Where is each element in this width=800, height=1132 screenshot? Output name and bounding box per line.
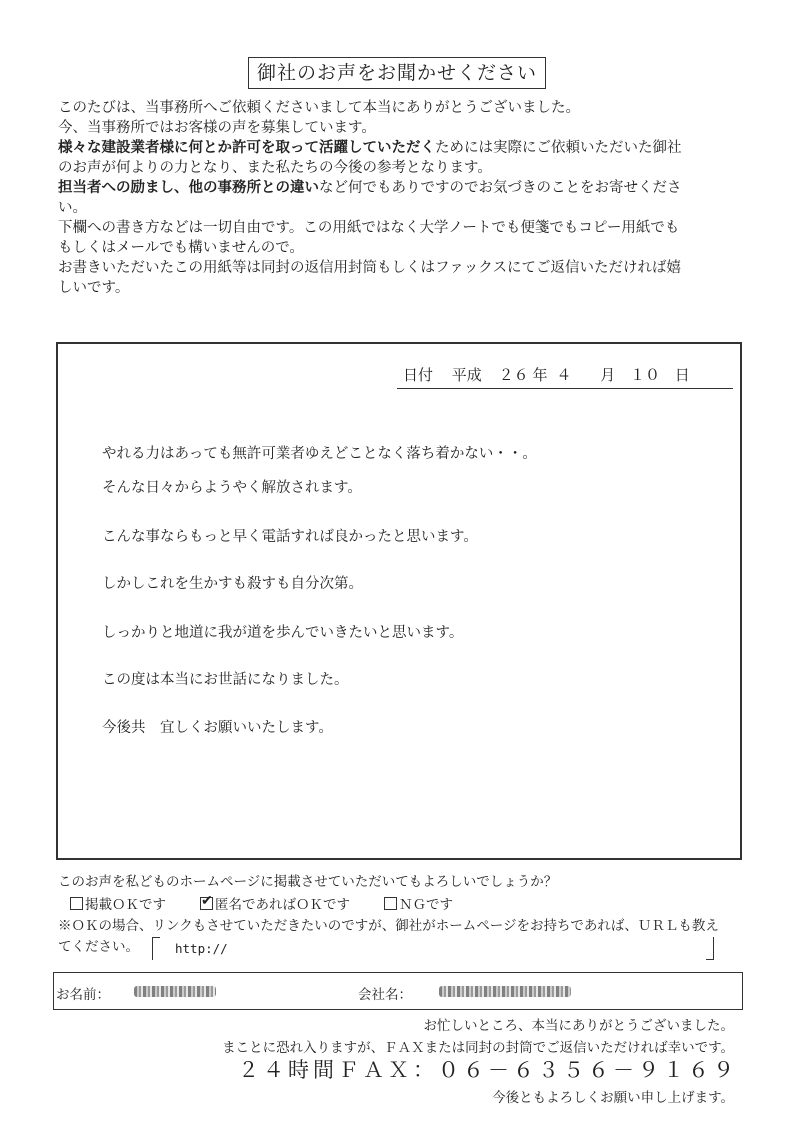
check-mark-icon: ✔ (201, 893, 213, 909)
note-line: ※ＯＫの場合、リンクもさせていただきたいのですが、御社がホームページをお持ちであれば、ＵＲＬも教え (58, 918, 719, 934)
message-line: しかしこれを生かすも殺すも自分次第。 (102, 576, 363, 592)
name-company-box (53, 972, 743, 1010)
option-label: ＮＧです (399, 897, 453, 913)
company-label: 会社名： (358, 987, 412, 1003)
thanks-line: お忙しいところ、本当にありがとうございました。 (423, 1018, 734, 1034)
form-title: 御社のお声をお聞かせください (248, 57, 546, 89)
message-line: この度は本当にお世話になりました。 (102, 672, 349, 688)
checkbox[interactable] (70, 897, 83, 910)
date-year-unit: 年 (532, 366, 548, 384)
date-year: ２６ (498, 366, 529, 384)
message-line: しっかりと地道に我が道を歩んでいきたいと思います。 (102, 625, 464, 641)
redacted-company (439, 986, 571, 997)
intro-line: 担当者への励まし、他の事務所との違いなど何でもありですのでお気づきのことをお寄せくださ (58, 179, 682, 196)
message-line: やれる力はあっても無許可業者ゆえどことなく落ち着かない・・。 (102, 446, 537, 462)
publish-question: このお声を私どものホームページに掲載させていただいてもよろしいでしょうか？ (58, 874, 558, 890)
date-month: ４ (556, 366, 572, 384)
option-label: 匿名であればＯＫです (215, 897, 350, 913)
date-line (397, 364, 733, 389)
name-label: お名前： (56, 987, 110, 1003)
url-field[interactable]: http:// (175, 941, 228, 956)
intro-line: い。 (58, 200, 87, 216)
intro-line: もしくはメールでも構いませんので。 (58, 240, 304, 256)
intro-line: 様々な建設業者様に何とか許可を取って活躍していただくためには実際にご依頼いただいた御社 (58, 139, 682, 156)
option-anonymous-ok[interactable] (200, 893, 350, 913)
reply-request: まことに恐れ入りますが、ＦＡＸまたは同封の封筒でご返信いただければ幸いです。 (222, 1040, 734, 1056)
message-line: こんな事ならもっと早く電話すれば良かったと思います。 (102, 529, 478, 545)
option-label: 掲載ＯＫです (85, 897, 166, 913)
date-day: １０ (630, 366, 661, 384)
intro-line: 今、当事務所ではお客様の声を募集しています。 (58, 120, 376, 136)
redacted-name (134, 986, 216, 997)
comment-box (56, 342, 742, 860)
intro-line: しいです。 (58, 280, 130, 296)
fax-number: ２４時間ＦＡＸ：０６－６３５６－９１６９ (238, 1058, 738, 1082)
checkbox-checked[interactable] (200, 893, 213, 910)
intro-line: お書きいただいたこの用紙等は同封の返信用封筒もしくはファックスにてご返信いただければ嬉 (58, 260, 682, 276)
option-ng[interactable] (384, 893, 453, 913)
date-era: 平成 (451, 366, 482, 384)
url-bracket-right (706, 937, 714, 960)
checkbox[interactable] (384, 897, 397, 910)
note-line: てください。 (58, 939, 139, 955)
date-day-unit: 日 (674, 366, 690, 384)
url-bracket-left (152, 937, 160, 960)
date-label: 日付 (403, 366, 434, 384)
option-publish-ok[interactable] (70, 893, 166, 913)
intro-line: のお声が何よりの力となり、また私たちの今後の参考となります。 (58, 160, 492, 176)
date-month-unit: 月 (600, 366, 616, 384)
intro-line: このたびは、当事務所へご依頼くださいまして本当にありがとうございました。 (58, 100, 580, 116)
intro-text (58, 98, 748, 298)
closing-line: 今後ともよろしくお願い申し上げます。 (492, 1090, 734, 1106)
url-note (58, 916, 748, 958)
message-line: 今後共 宜しくお願いいたします。 (102, 720, 333, 736)
intro-line: 下欄への書き方などは一切自由です。この用紙ではなく大学ノートでも便箋でもコピー用紙でも (58, 220, 680, 236)
message-line: そんな日々からようやく解放されます。 (102, 480, 362, 496)
